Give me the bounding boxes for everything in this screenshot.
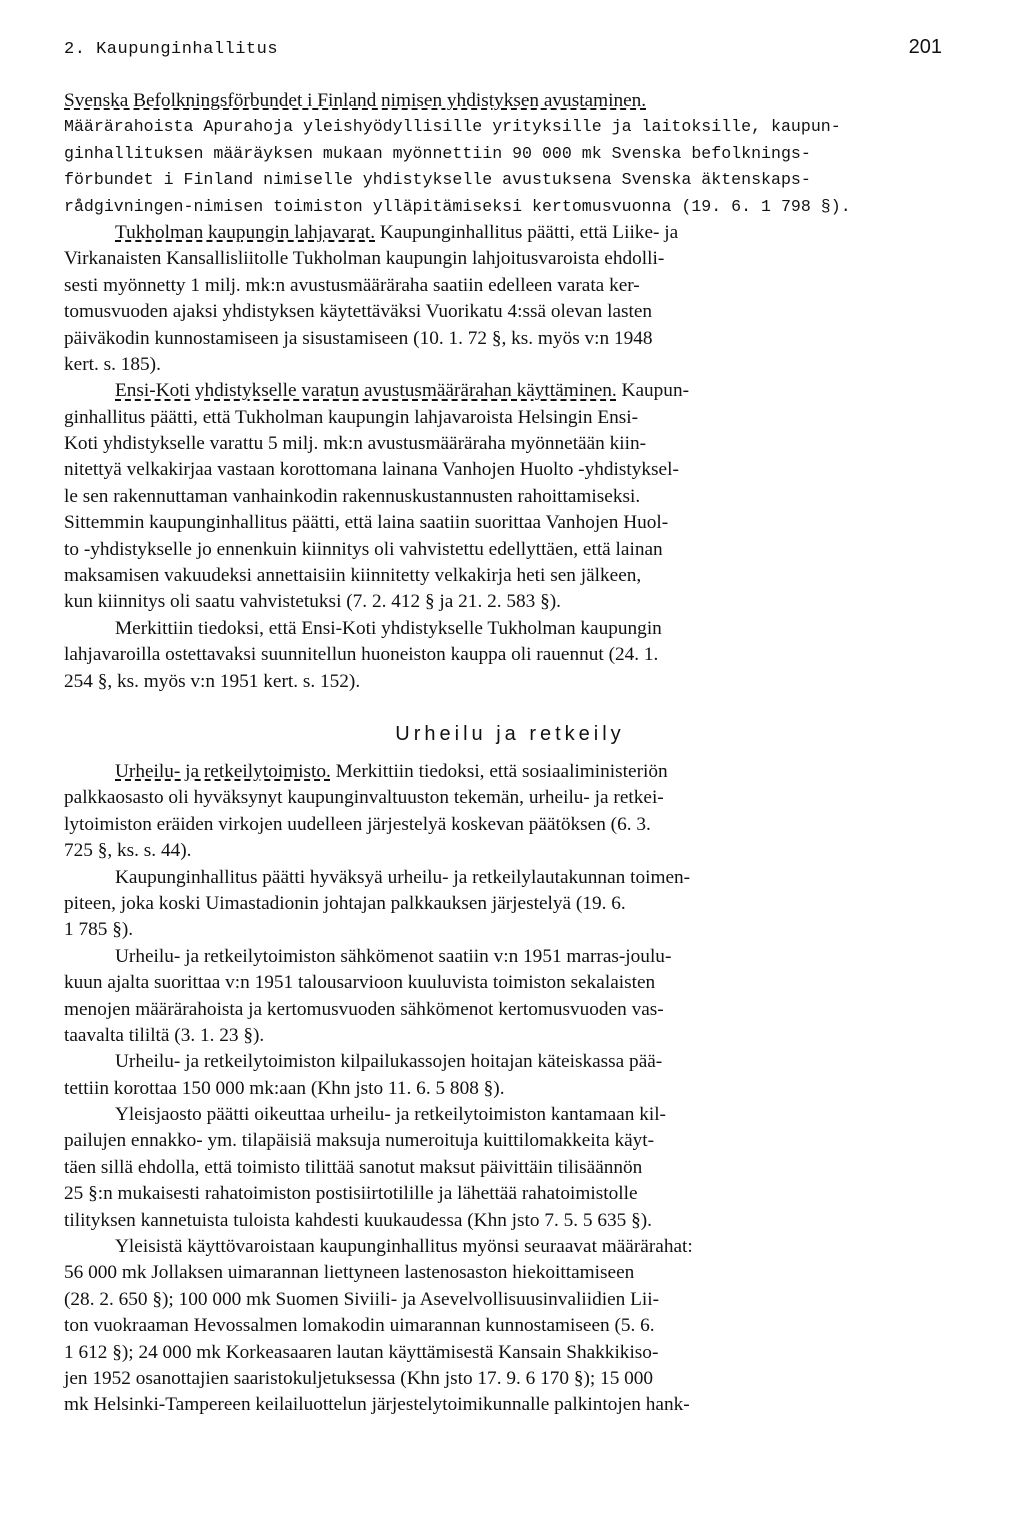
text-line: rådgivningen-nimisen toimiston ylläpitämiseksi kertomusvuonna (19. 6. 1 798 §). <box>64 196 851 216</box>
text-line: 25 §:n mukaisesti rahatoimiston postisiirtotilille ja lähettää rahatoimistolle <box>64 1183 638 1205</box>
text-line: tettiin korottaa 150 000 mk:aan (Khn jsto 11. 6. 5 808 §). <box>64 1077 505 1099</box>
running-header: 2. Kaupunginhallitus <box>64 40 279 59</box>
text-run: Kaupunginhallitus päätti, että Liike- ja <box>375 221 679 243</box>
text-line: Sittemmin kaupunginhallitus päätti, että laina saatiin suorittaa Vanhojen Huol- <box>64 512 669 534</box>
text-line: Koti yhdistykselle varattu 5 milj. mk:n avustusmääräraha myönnetään kiin- <box>64 433 647 455</box>
text-line: nitettyä velkakirjaa vastaan korottomana lainana Vanhojen Huolto -yhdistyksel- <box>64 459 679 481</box>
text-line: ginhallituksen määräyksen mukaan myönnettiin 90 000 mk Svenska befolknings- <box>64 143 811 163</box>
text-line: förbundet i Finland nimiselle yhdistykselle avustuksena Svenska äktenskaps- <box>64 170 811 190</box>
subheading-ensi-koti: Ensi-Koti yhdistykselle varatun avustusmäärärahan käyttäminen. <box>115 380 617 402</box>
text-line: päiväkodin kunnostamiseen ja sisustamiseen (10. 1. 72 §, ks. myös v:n 1948 <box>64 327 653 349</box>
page-body <box>64 88 956 1419</box>
text-run: Kaupun- <box>616 380 690 402</box>
text-line: tilityksen kannetuista tuloista kahdesti kuukaudessa (Khn jsto 7. 5. 5 635 §). <box>64 1209 653 1231</box>
text-line: Määrärahoista Apurahoja yleishyödyllisille yrityksille ja laitoksille, kaupun- <box>64 117 841 137</box>
text-run: Merkittiin tiedoksi, että sosiaaliministeriön <box>330 760 668 782</box>
text-line: le sen rakennuttaman vanhainkodin rakennuskustannusten rahoittamiseksi. <box>64 485 641 507</box>
text-line: ginhallitus päätti, että Tukholman kaupungin lahjavaroista Helsingin Ensi- <box>64 406 639 428</box>
text-line: piteen, joka koski Uimastadionin johtajan palkkauksen järjestelyä (19. 6. <box>64 892 626 914</box>
paragraph-svenska-befolkningsforbundet <box>64 88 956 220</box>
text-line: mk Helsinki-Tampereen keilailuottelun järjestelytoimikunnalle palkintojen hank- <box>64 1394 690 1416</box>
text-line: Merkittiin tiedoksi, että Ensi-Koti yhdistykselle Tukholman kaupungin <box>115 617 662 639</box>
text-line: 1 612 §); 24 000 mk Korkeasaaren lautan käyttämisestä Kansain Shakkikiso- <box>64 1341 659 1363</box>
text-line: täen sillä ehdolla, että toimisto tilittää sanotut maksut päivittäin tilisäännön <box>64 1156 643 1178</box>
text-line: sesti myönnetty 1 milj. mk:n avustusmääräraha saatiin edelleen varata ker- <box>64 274 640 296</box>
text-line: jen 1952 osanottajien saaristokuljetuksessa (Khn jsto 17. 9. 6 170 §); 15 000 <box>64 1367 654 1389</box>
text-line: 1 785 §). <box>64 919 134 941</box>
text-line: Yleisistä käyttövaroistaan kaupunginhallitus myönsi seuraavat määrärahat: <box>115 1236 693 1258</box>
text-line: lytoimiston eräiden virkojen uudelleen järjestelyä koskevan päätöksen (6. 3. <box>64 813 651 835</box>
text-line: (28. 2. 650 §); 100 000 mk Suomen Siviili- ja Asevelvollisuusinvaliidien Lii- <box>64 1288 660 1310</box>
paragraph-urheilu-retkeilytoimisto <box>64 759 956 1419</box>
subheading-urheilu-retkeilytoimisto: Urheilu- ja retkeilytoimisto. <box>115 760 331 782</box>
text-line: Urheilu- ja retkeilytoimiston sähkömenot saatiin v:n 1951 marras-joulu- <box>115 945 672 967</box>
text-line: Urheilu- ja retkeilytoimiston kilpailukassojen hoitajan käteiskassa pää- <box>115 1051 663 1073</box>
text-line: to -yhdistykselle jo ennenkuin kiinnitys oli vahvistettu edellyttäen, että lainan <box>64 538 663 560</box>
subheading-svenska-befolkningsforbundet: Svenska Befolkningsförbundet i Finland nimisen yhdistyksen avustaminen. <box>64 90 647 111</box>
paragraph-ensi-koti <box>64 378 956 695</box>
text-line: 254 §, ks. myös v:n 1951 kert. s. 152). <box>64 670 361 692</box>
section-heading: Urheilu ja retkeily <box>395 722 625 745</box>
text-line: kun kiinnitys oli saatu vahvistetuksi (7. 2. 412 § ja 21. 2. 583 §). <box>64 591 561 613</box>
text-line: tomusvuoden ajaksi yhdistyksen käytettäväksi Vuorikatu 4:ssä olevan lasten <box>64 301 653 323</box>
text-line: ton vuokraaman Hevossalmen lomakodin uimarannan kunnostamiseen (5. 6. <box>64 1315 655 1337</box>
text-line: kert. s. 185). <box>64 353 161 375</box>
text-line: pailujen ennakko- ym. tilapäisiä maksuja numeroituja kuittilomakkeita käyt- <box>64 1130 655 1152</box>
text-line: Yleisjaosto päätti oikeuttaa urheilu- ja retkeilytoimiston kantamaan kil- <box>115 1104 666 1126</box>
text-line: palkkaosasto oli hyväksynyt kaupunginvaltuuston tekemän, urheilu- ja retkei- <box>64 787 664 809</box>
text-line: menojen määrärahoista ja kertomusvuoden sähkömenot kertomusvuoden vas- <box>64 998 664 1020</box>
text-line: Virkanaisten Kansallisliitolle Tukholman kaupungin lahjoitusvaroista ehdolli- <box>64 248 665 270</box>
page-number: 201 <box>908 36 942 58</box>
text-line: 725 §, ks. s. 44). <box>64 840 192 862</box>
text-line: 56 000 mk Jollaksen uimarannan liettyneen lastenosaston hiekoittamiseen <box>64 1262 635 1284</box>
text-line: taavalta tililtä (3. 1. 23 §). <box>64 1024 265 1046</box>
text-line: maksamisen vakuudeksi annettaisiin kiinnitetty velkakirja heti sen jälkeen, <box>64 565 642 587</box>
text-line: kuun ajalta suorittaa v:n 1951 talousarvioon kuuluvista toimiston sekalaisten <box>64 972 656 994</box>
paragraph-tukholman-lahjavarat <box>64 220 956 378</box>
subheading-tukholman-lahjavarat: Tukholman kaupungin lahjavarat. <box>115 221 376 243</box>
text-line: lahjavaroilla ostettavaksi suunnitellun huoneiston kauppa oli rauennut (24. 1. <box>64 644 659 666</box>
text-line: Kaupunginhallitus päätti hyväksyä urheilu- ja retkeilylautakunnan toimen- <box>115 866 691 888</box>
